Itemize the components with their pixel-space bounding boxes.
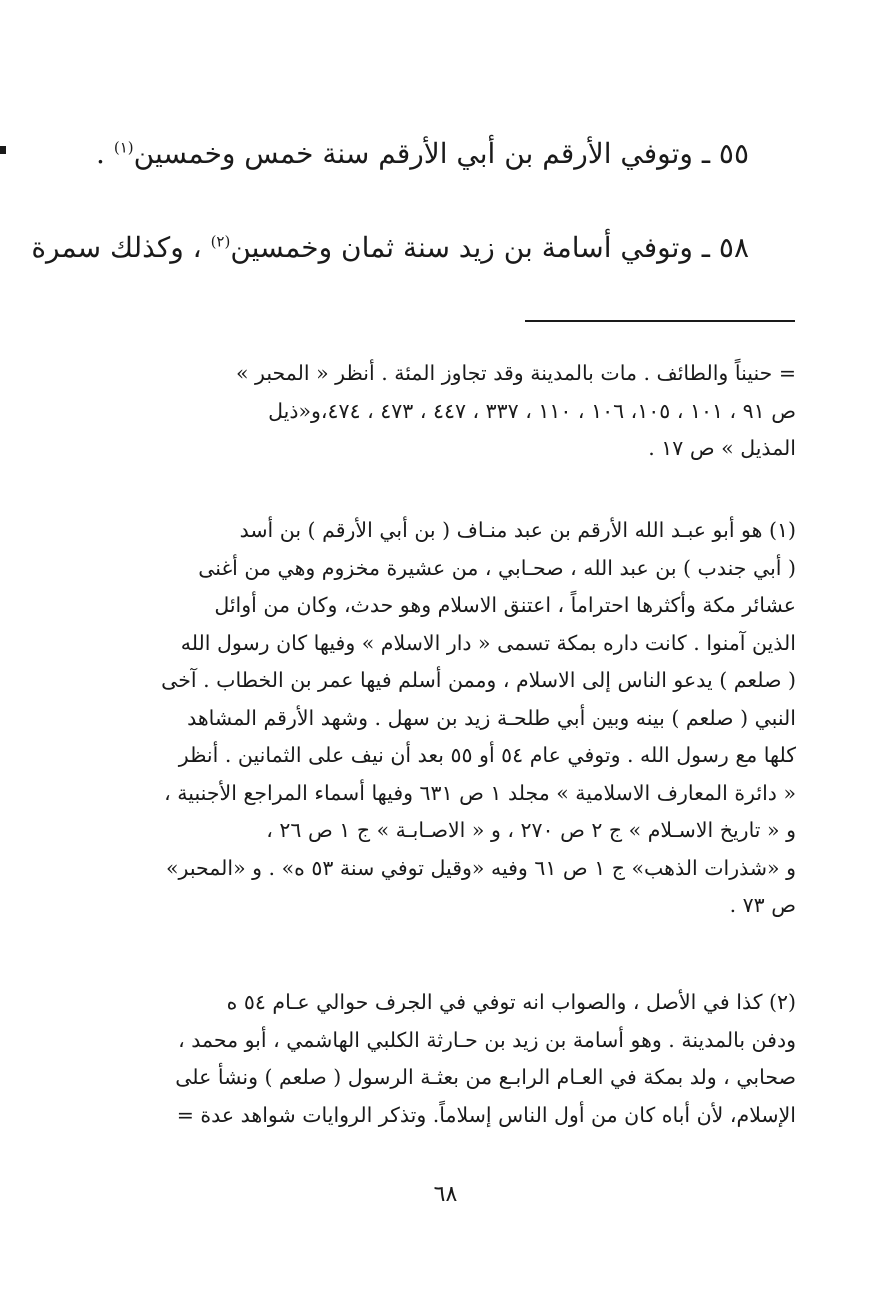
footnote-line: الإسلام، لأن أباه كان من أول الناس إسلاماً. وتذكر الروايات شواهد عدة = — [176, 1102, 796, 1127]
footnote-ref-1[interactable]: (١) — [113, 138, 134, 157]
page-number: ٦٨ — [433, 1182, 458, 1207]
footnote-continuation — [118, 355, 796, 468]
footnote-line: صحابي ، ولد بمكة في العـام الرابـع من بعثـة الرسول ( صلعم ) ونشأ على — [175, 1065, 796, 1089]
footnote-line: المذيل » ص ١٧ . — [648, 436, 796, 460]
footnote-line: = حنيناً والطائف . مات بالمدينة وقد تجاوز المئة . أنظر « المحبر » — [236, 361, 796, 385]
footnote-line: ودفن بالمدينة . وهو أسامة بن زيد بن حـارثة الكلبي الهاشمي ، أبو محمد ، — [178, 1027, 796, 1052]
footnote-line: ص ٧٣ . — [729, 893, 796, 917]
footnote-line: الذين آمنوا . كانت داره بمكة تسمى « دار الاسلام » وفيها كان رسول الله — [180, 630, 796, 655]
footnote-line: النبي ( صلعم ) بينه وبين أبي طلحـة زيد بن سهل . وشهد الأرقم المشاهد — [187, 705, 796, 730]
entry-end: . — [96, 137, 114, 170]
footnote-line: و « تاريخ الاسـلام » ج ٢ ص ٢٧٠ ، و « الاصـابـة » ج ١ ص ٢٦ ، — [266, 818, 796, 842]
footnote-line: « دائرة المعارف الاسلامية » مجلد ١ ص ٦٣١ وفيها أسماء المراجع الأجنبية ، — [164, 780, 796, 805]
footnote-line: ص ٩١ ، ١٠١ ، ١٠٥، ١٠٦ ، ١١٠ ، ٣٣٧ ، ٤٤٧ ، ٤٧٣ ، ٤٧٤،و«ذيل — [268, 398, 796, 423]
footnote-line: (٢) كذا في الأصل ، والصواب انه توفي في الجرف حوالي عـام ٥٤ ه — [226, 990, 796, 1014]
entry-text: ٥٨ ـ وتوفي أسامة بن زيد سنة ثمان وخمسين — [230, 231, 749, 264]
margin-mark — [0, 146, 6, 154]
footnote-line: عشائر مكة وأكثرها احتراماً ، اعتنق الاسلام وهو حدث، وكان من أوائل — [214, 593, 796, 617]
footnote-1 — [118, 512, 796, 925]
footnote-line: ( أبي جندب ) بن عبد الله ، صحـابي ، من عشيرة مخزوم وهي من أغنى — [198, 555, 796, 580]
entry-end: ، وكذلك سمرة — [31, 231, 211, 264]
main-entry-55 — [96, 134, 749, 174]
footnote-line: كلها مع رسول الله . وتوفي عام ٥٤ أو ٥٥ بعد أن نيف على الثمانين . أنظر — [178, 743, 796, 767]
footnote-separator — [525, 320, 795, 322]
footnote-line: و «شذرات الذهب» ج ١ ص ٦١ وفيه «وقيل توفي سنة ٥٣ ه» . و «المحبر» — [166, 855, 796, 880]
footnote-ref-2[interactable]: (٢) — [210, 232, 231, 251]
footnote-line: (١) هو أبو عبـد الله الأرقم بن عبد منـاف ( بن أبي الأرقم ) بن أسد — [239, 518, 796, 542]
main-entry-58 — [31, 228, 749, 268]
footnote-2 — [118, 984, 796, 1134]
entry-text: ٥٥ ـ وتوفي الأرقم بن أبي الأرقم سنة خمس وخمسين — [133, 137, 749, 170]
footnote-line: ( صلعم ) يدعو الناس إلى الاسلام ، وممن أسلم فيها عمر بن الخطاب . آخى — [161, 668, 796, 692]
